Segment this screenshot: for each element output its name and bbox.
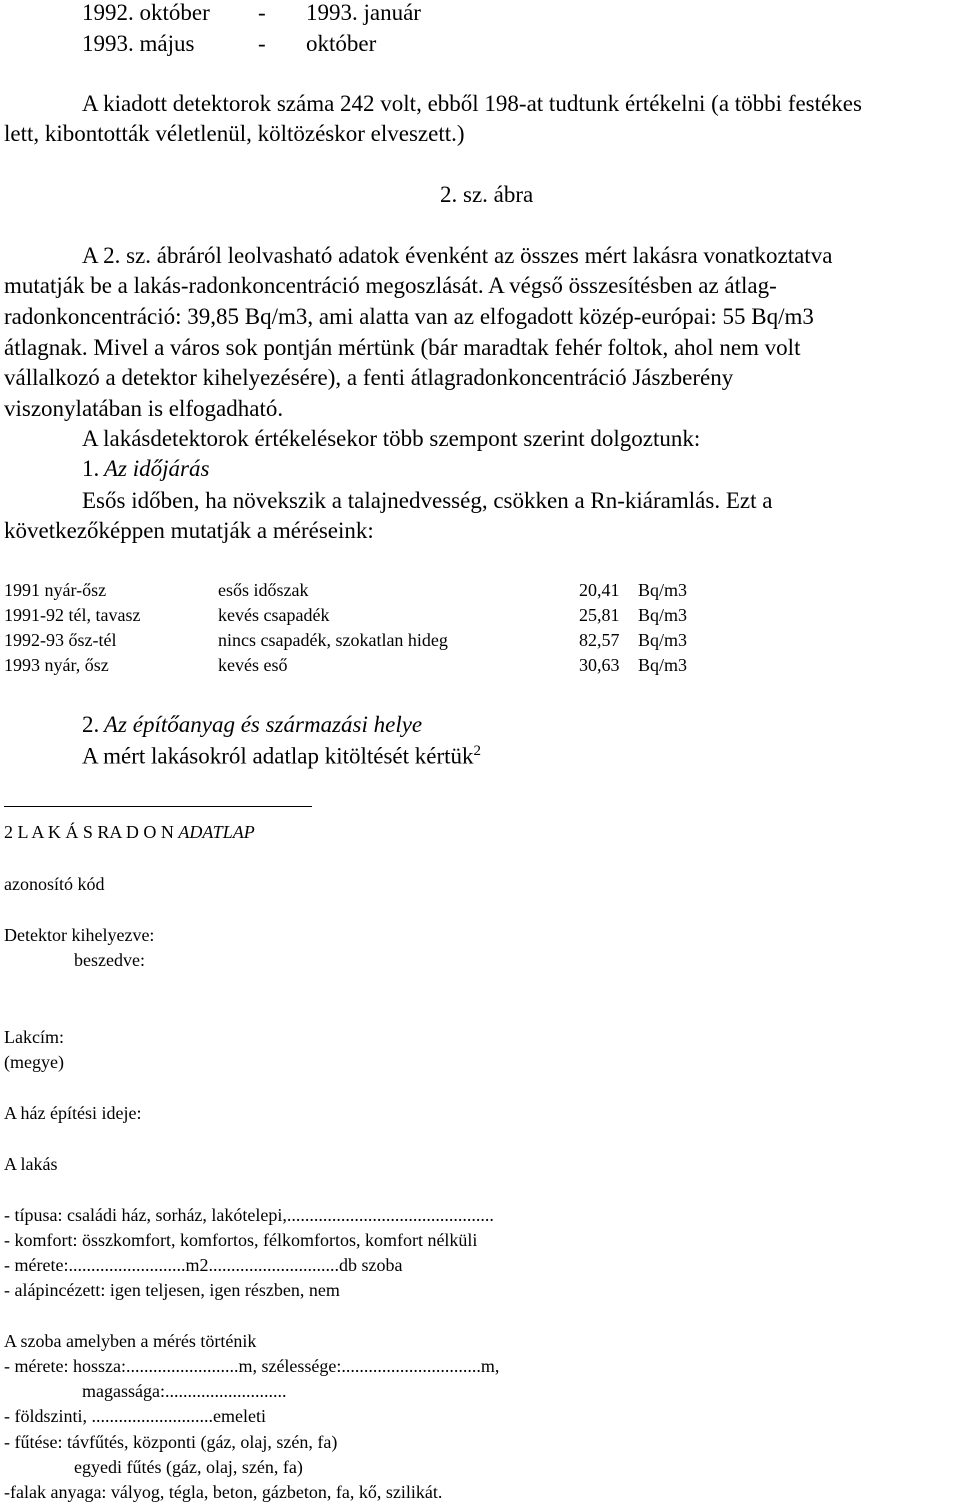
- heating-type-individual: egyedi fűtés (gáz, olaj, szén, fa): [74, 1457, 303, 1477]
- flat-item: - mérete:..........................m2.............................db szoba: [4, 1255, 403, 1275]
- table-cell-period: 1991 nyár-ősz: [4, 580, 107, 600]
- form-title: L A K Á S RA D O N: [17, 822, 174, 842]
- section2-title: Az építőanyag és származási helye: [104, 712, 423, 737]
- footnote-reference: 2: [473, 743, 482, 759]
- table-cell-unit: Bq/m3: [638, 605, 688, 625]
- date-end-1: 1993. január: [306, 0, 421, 25]
- body-line: vállalkozó a detektor kihelyezésére), a fenti átlagradonkoncentráció Jászberény: [4, 365, 734, 390]
- table-cell-condition: nincs csapadék, szokatlan hideg: [218, 630, 448, 650]
- build-date-label: A ház építési ideje:: [4, 1103, 142, 1123]
- section1-number: 1.: [82, 456, 100, 481]
- county-label: (megye): [4, 1052, 64, 1072]
- flat-item: - alápincézett: igen teljesen, igen részben, nem: [4, 1280, 340, 1300]
- form-title-italic: ADATLAP: [178, 822, 255, 842]
- section1-title: Az időjárás: [104, 456, 210, 481]
- room-heading: A szoba amelyben a mérés történik: [4, 1331, 257, 1351]
- section1-line-2: következőképpen mutatják a méréseink:: [4, 518, 374, 543]
- section2-line-1: [82, 743, 481, 770]
- floor-level: - földszinti, ...........................emeleti: [4, 1406, 266, 1426]
- section1-line-1: Esős időben, ha növekszik a talajnedvesség, csökken a Rn-kiáramlás. Ezt a: [82, 488, 773, 513]
- date-end-2: október: [306, 31, 377, 56]
- room-size: - mérete: hossza:.........................m, szélessége:...............................m,: [4, 1356, 500, 1376]
- id-label: azonosító kód: [4, 874, 105, 894]
- footnote-heading: [4, 822, 255, 843]
- table-cell-period: 1992-93 ősz-tél: [4, 630, 117, 650]
- date-dash-1: -: [258, 0, 266, 25]
- footnote-mark: 2: [4, 822, 13, 842]
- flat-heading: A lakás: [4, 1154, 58, 1174]
- date-start-1: 1992. október: [82, 0, 210, 25]
- figure-caption: 2. sz. ábra: [440, 182, 534, 207]
- heating-type: - fűtése: távfűtés, központi (gáz, olaj, szén, fa): [4, 1432, 338, 1452]
- body-line: mutatják be a lakás-radonkoncentráció megoszlását. A végső összesítésben az átlag-: [4, 273, 777, 298]
- detector-collected-label: beszedve:: [74, 950, 145, 970]
- address-label: Lakcím:: [4, 1027, 64, 1047]
- table-cell-condition: esős időszak: [218, 580, 309, 600]
- room-height: magassága:...........................: [82, 1381, 287, 1401]
- criteria-intro: A lakásdetektorok értékelésekor több szempont szerint dolgoztunk:: [82, 426, 701, 451]
- table-cell-condition: kevés eső: [218, 655, 288, 675]
- table-cell-period: 1993 nyár, ősz: [4, 655, 109, 675]
- table-cell-value: 25,81: [579, 605, 620, 625]
- flat-item: - komfort: összkomfort, komfortos, félkomfortos, komfort nélküli: [4, 1230, 478, 1250]
- body-line: viszonylatában is elfogadható.: [4, 396, 284, 421]
- table-cell-unit: Bq/m3: [638, 655, 688, 675]
- date-start-2: 1993. május: [82, 31, 195, 56]
- table-cell-period: 1991-92 tél, tavasz: [4, 605, 141, 625]
- body-line: radonkoncentráció: 39,85 Bq/m3, ami alatta van az elfogadott közép-európai: 55 Bq/m3: [4, 304, 814, 329]
- intro-line-1: A kiadott detektorok száma 242 volt, ebből 198-at tudtunk értékelni (a többi festékes: [82, 91, 862, 116]
- table-cell-value: 30,63: [579, 655, 620, 675]
- body-line: A 2. sz. ábráról leolvasható adatok évenként az összes mért lakásra vonatkoztatva: [82, 243, 833, 268]
- table-cell-value: 82,57: [579, 630, 620, 650]
- footnote-separator: [4, 806, 312, 807]
- intro-line-2: lett, kibontották véletlenül, költözéskor elveszett.): [4, 121, 465, 146]
- body-line: átlagnak. Mivel a város sok pontján mértünk (bár maradtak fehér foltok, ahol nem volt: [4, 335, 801, 360]
- table-cell-condition: kevés csapadék: [218, 605, 330, 625]
- detector-placed-label: Detektor kihelyezve:: [4, 925, 155, 945]
- section2-text: A mért lakásokról adatlap kitöltését kértük: [82, 743, 474, 769]
- flat-item: - típusa: családi ház, sorház, lakótelepi,..............................................: [4, 1205, 494, 1225]
- table-cell-unit: Bq/m3: [638, 630, 688, 650]
- wall-material: -falak anyaga: vályog, tégla, beton, gázbeton, fa, kő, szilikát.: [4, 1482, 443, 1502]
- section2-number: 2.: [82, 712, 100, 737]
- table-cell-value: 20,41: [579, 580, 620, 600]
- table-cell-unit: Bq/m3: [638, 580, 688, 600]
- date-dash-2: -: [258, 31, 266, 56]
